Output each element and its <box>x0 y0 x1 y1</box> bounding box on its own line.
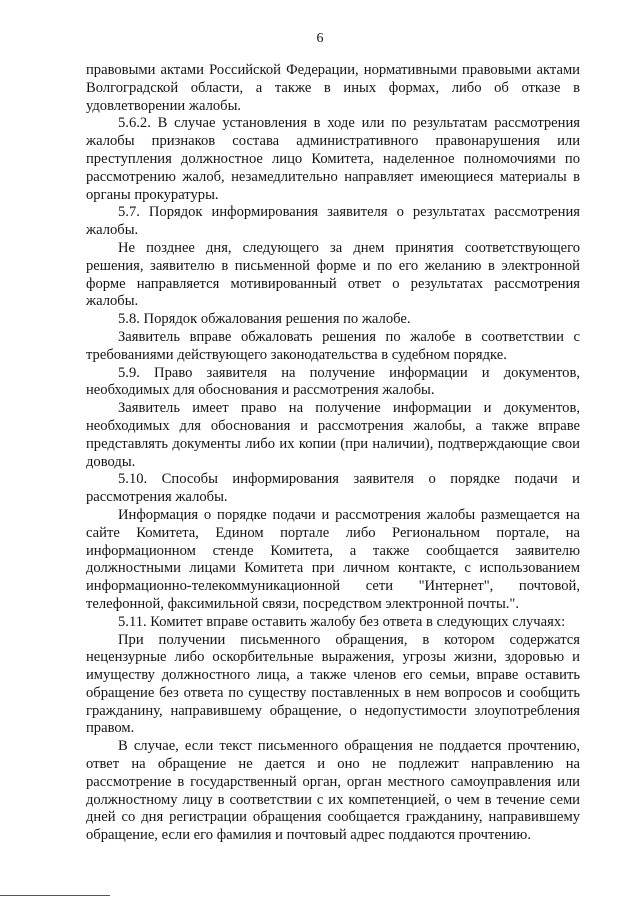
paragraph-5-7-body: Не позднее дня, следующего за днем принятия соответствующего решения, заявителю в письменной форме и по его желанию в электронной форме направляется мотивированный ответ о результатах рассмотрения жалобы. <box>86 239 580 310</box>
paragraph-5-11-body-2: В случае, если текст письменного обращения не поддается прочтению, ответ на обращение не дается и оно не подлежит направлению на рассмотрение в государственный орган, орган местного самоуправления или должностному лицу в соответствии с их компетенцией, о чем в течение семи дней со дня регистрации обращения сообщается гражданину, направившему обращение, если его фамилия и почтовый адрес поддаются прочтению. <box>86 738 580 844</box>
paragraph-5-7-heading: 5.7. Порядок информирования заявителя о результатах рассмотрения жалобы. <box>86 204 580 239</box>
paragraph-5-11-body-1: При получении письменного обращения, в котором содержатся нецензурные либо оскорбительные выражения, угрозы жизни, здоровью и имуществу должностного лица, а также членов его семьи, вправе оставить обращение без ответа по существу поставленных в нем вопросов и сообщить гражданину, направившему обращение, о недопустимости злоупотребления правом. <box>86 631 580 737</box>
paragraph-5-8-body: Заявитель вправе обжаловать решения по жалобе в соответствии с требованиями действующего законодательства в судебном порядке. <box>86 328 580 363</box>
paragraph-5-11-heading: 5.11. Комитет вправе оставить жалобу без ответа в следующих случаях: <box>118 613 566 630</box>
document-body <box>86 62 580 845</box>
page-number: 6 <box>316 31 324 46</box>
paragraph-5-6-2: 5.6.2. В случае установления в ходе или по результатам рассмотрения жалобы признаков состава административного правонарушения или преступления должностное лицо Комитета, наделенное полномочиями по рассмотрению жалоб, незамедлительно направляет имеющиеся материалы в органы прокуратуры. <box>86 115 580 203</box>
paragraph-5-10-heading: 5.10. Способы информирования заявителя о порядке подачи и рассмотрения жалобы. <box>86 471 580 506</box>
paragraph-continuation: правовыми актами Российской Федерации, нормативными правовыми актами Волгоградской области, а также в иных формах, либо об отказе в удовлетворении жалобы. <box>86 62 580 114</box>
paragraph-5-10-body: Информация о порядке подачи и рассмотрения жалобы размещается на сайте Комитета, Едином портале либо Региональном портале, на информационном стенде Комитета, а также сообщается заявителю должностными лицами Комитета при личном контакте, с использованием информационно-телекоммуникационной сети "Интернет", почтовой, телефонной, факсимильной связи, посредством электронной почты.". <box>86 506 580 612</box>
scan-edge-line <box>0 895 110 896</box>
paragraph-5-9-heading: 5.9. Право заявителя на получение информации и документов, необходимых для обоснования и рассмотрения жалобы. <box>86 364 580 399</box>
paragraph-5-9-body: Заявитель имеет право на получение информации и документов, необходимых для обоснования и рассмотрения жалобы, а также вправе представлять документы либо их копии (при наличии), подтверждающие свои доводы. <box>86 400 580 470</box>
paragraph-5-8-heading: 5.8. Порядок обжалования решения по жалобе. <box>118 311 411 328</box>
